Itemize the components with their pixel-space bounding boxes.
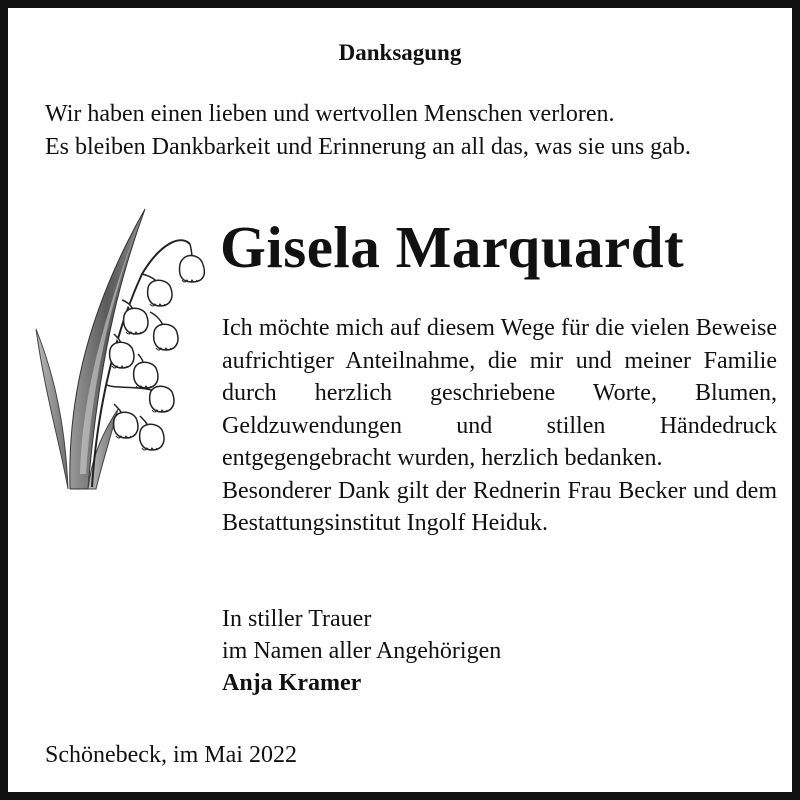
place-date: Schönebeck, im Mai 2022: [45, 742, 297, 768]
intro-text: [45, 98, 691, 164]
closing-line: In stiller Trauer: [222, 606, 372, 632]
intro-line: Es bleiben Dankbarkeit und Erinnerung an all das, was sie uns gab.: [45, 134, 691, 160]
heading-danksagung: Danksagung: [338, 40, 462, 65]
deceased-name: Gisela Marquardt: [220, 214, 685, 280]
closing-line: im Namen aller Angehörigen: [222, 638, 502, 664]
lily-of-the-valley-icon: [30, 204, 205, 494]
thanks-paragraph: Ich möchte mich auf diesem Wege für die vielen Beweise aufrichtiger Anteilnahme, die mir und meiner Familie durch herzlich geschriebene Worte, Blumen, Geldzuwendungen und stillen Händedruck entgegengebracht wurden, herzlich bedanken.: [222, 315, 777, 471]
intro-line: Wir haben einen lieben und wertvollen Menschen verloren.: [45, 101, 615, 127]
thanks-body: [222, 312, 777, 540]
closing-block: [222, 603, 501, 699]
thanks-paragraph: Besonderer Dank gilt der Rednerin Frau Becker und dem Bestattungsinstitut Ingolf Heiduk.: [222, 477, 777, 536]
signer-name: Anja Kramer: [222, 670, 362, 696]
